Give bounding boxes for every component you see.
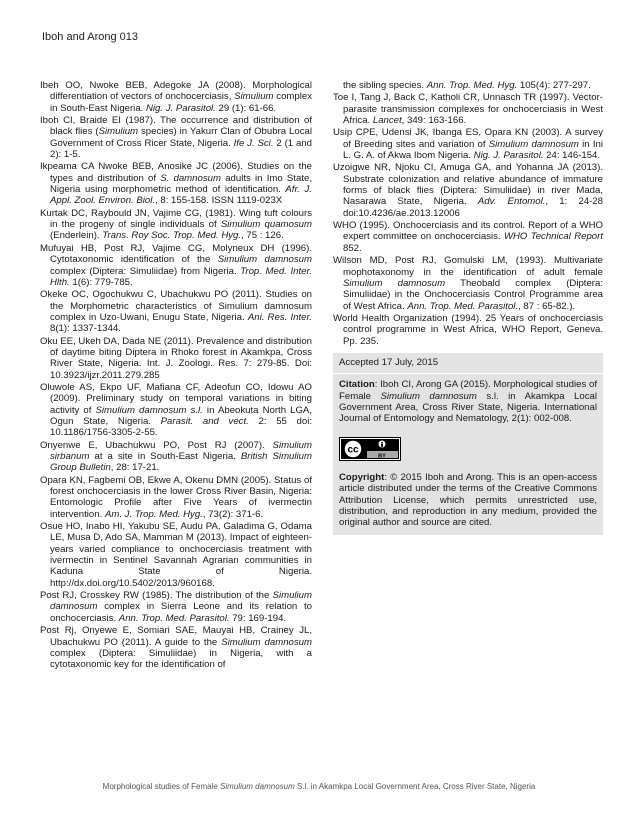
reference-entry xyxy=(40,382,312,439)
citation-text-post: s.l. in Akamkpa Local Government Area, Cross River State, Nigeria. International Journal of Entomology and Nematology, 2(1): 002-008. xyxy=(339,390,597,425)
reference-entry xyxy=(40,625,312,670)
reference-text: 2 (1 and 2): 1-5. xyxy=(50,137,312,161)
reference-entry xyxy=(333,220,603,254)
reference-text: Wilson MD, Post RJ, Gomulski LM, (1993). Multivariate mophotaxonomy in the identification of adult female xyxy=(333,255,603,278)
reference-text: 29 (1): 61-66. xyxy=(215,102,277,114)
reference-italic: Afr. J. Appl. Zool. Environ. Biol. xyxy=(50,184,312,207)
reference-entry xyxy=(40,590,312,624)
reference-text: Oku EE, Ukeh DA, Dada NE (2011). Prevalence and distribution of daytime biting Diptera in Rhoko forest in Akamkpa, Cross River State, Nigeria. Int. J. Zoologi. Res. 7: 279-85. Doi: 10.3923/ijzr.2011.279.285 xyxy=(40,335,312,381)
reference-entry xyxy=(40,80,312,114)
reference-text: complex (Diptera: Simuliidae) in Nigeria, with a cytotaxonomic key for the identification of xyxy=(50,647,312,671)
reference-text: Onyenwe E, Ubachukwu PO, Post RJ (2007). xyxy=(40,439,273,451)
reference-text: 1(6): 779-785. xyxy=(69,276,133,288)
reference-text: 79: 169-194. xyxy=(229,612,287,624)
reference-entry xyxy=(40,289,312,334)
reference-text: in Abeokuta North LGA, Ogun State, Nigeria. xyxy=(50,404,312,427)
reference-text: Mufuyai HB, Post RJ, Vajime CG, Molyneux DH (1996). Cytotaxonomic identification of the xyxy=(40,242,312,266)
citation-species: Simulium damnosum xyxy=(380,390,477,402)
citation-block xyxy=(339,379,597,424)
by-logo-text: BY xyxy=(378,452,386,459)
reference-text: Post Rj, Onyewe E, Somiari SAE, Mauyai HB, Crainey JL, Ubachukwu PO (2011). A guide to the xyxy=(40,625,312,648)
reference-text: , 349: 163-166. xyxy=(401,115,467,127)
reference-text: at a site in South-East Nigeria. xyxy=(89,451,241,462)
reference-text: Oluwole AS, Ekpo UF, Mafiana CF, Adeofun CO, Idowu AO (2009). Preliminary study on temporal variations in biting activity of xyxy=(40,381,312,416)
reference-text: the sibling species. xyxy=(343,80,427,91)
reference-italic: Am. J. Trop. Med. Hyg. xyxy=(104,508,203,520)
reference-text: Ikpeama CA Nwoke BEB, Anosike JC (2006). Studies on the types and distribution of xyxy=(40,161,312,184)
reference-italic: Adv. Entomol. xyxy=(477,196,546,208)
reference-italic: Ann. Trop. Med. Parasitol. xyxy=(118,612,230,624)
reference-text: Uzoigwe NR, Njoku CI, Amuga GA, and Yohanna JA (2013). Substrate colonization and relative abundance of immature forms of black flies (Diptera: Simuliidae) in river Mada, Nasarawa State, Nigeria. xyxy=(333,162,603,208)
reference-text: Usip CPE, Udensi JK, Ibanga ES, Opara KN (2003). A survey of Breeding sites and variation of xyxy=(333,127,603,150)
footer-species: Simulium damnosum xyxy=(220,782,295,791)
reference-italic: WHO Technical Report xyxy=(503,231,603,243)
reference-italic: Nig. J. Parasitol. xyxy=(473,150,544,162)
reference-text: 24: 146-154. xyxy=(543,150,601,162)
reference-entry xyxy=(40,440,312,474)
running-header: Iboh and Arong 013 xyxy=(42,31,139,43)
reference-text: 852. xyxy=(343,242,362,254)
reference-text: species) in Yakurr Clan of Obubra Local Government of Cross Ricer State, Nigeria. xyxy=(50,126,312,149)
article-info-box xyxy=(333,353,603,535)
copyright-block xyxy=(339,472,597,529)
cc-logo-text: cc xyxy=(347,444,359,456)
reference-italic: Ann. Trop. Med. Hyg. xyxy=(426,80,518,91)
right-column xyxy=(333,80,603,535)
reference-italic: Trop. Med. Inter. Hlth. xyxy=(50,265,312,288)
reference-text: 105(4): 277-297. xyxy=(517,80,591,91)
reference-italic: Simulium damnosum s.l. xyxy=(95,404,203,416)
reference-text: WHO (1995). Onchocerciasis and its control. Report of a WHO expert committee on onchocerciasis. xyxy=(333,220,603,243)
left-column xyxy=(40,80,312,672)
reference-text: 8(1): 1337-1344. xyxy=(50,323,121,335)
reference-entry xyxy=(40,115,312,160)
reference-entry xyxy=(333,255,603,312)
reference-text: Kurtak DC, Raybould JN, Vajime CG, (1981). Wing tuft colours in the progeny of single individuals of xyxy=(40,207,312,231)
reference-text: World Health Organization (1994). 25 Years of onchocerciasis control programme in West Africa, WHO Report, Geneva. Pp. 235. xyxy=(333,312,603,347)
reference-italic: Ann. Trop. Med. Parasitol. xyxy=(407,300,519,312)
reference-text: , 73(2): 371-6. xyxy=(202,508,264,520)
reference-entry xyxy=(40,336,312,381)
reference-italic: Ani. Res. Inter. xyxy=(247,311,312,323)
citation-text-pre: : Iboh CI, Arong GA (2015). Morphological studies of Female xyxy=(339,379,597,402)
reference-italic: Nig. J. Parasitol. xyxy=(145,102,216,114)
copyright-label: Copyright xyxy=(339,471,385,483)
reference-text: Theobald complex (Diptera: Simuliidae) in the Onchocerciasis Control Programme area of West Africa. xyxy=(343,277,603,312)
reference-text: complex in South-East Nigeria. xyxy=(50,91,312,114)
reference-text: Iboh CI, Braide EI (1987). The occurrence and distribution of black flies ( xyxy=(40,115,312,138)
reference-text: complex in Sierra Leone and its relation to onchocerciasis. xyxy=(50,601,312,624)
reference-text: , 87 : 65-82.). xyxy=(518,300,576,312)
reference-italic: Ife J. Sci. xyxy=(233,137,274,149)
reference-entry xyxy=(40,161,312,206)
reference-text: , 1: 24-28 doi:10.4236/ae.2013.12006 xyxy=(343,196,603,219)
reference-italic: Simulium quamosum xyxy=(220,219,312,231)
citation-label: Citation xyxy=(339,379,375,391)
reference-text: , 75 : 126. xyxy=(241,230,284,242)
reference-text: Opara KN, Fagbemi OB, Ekwe A, Okenu DMN (2005). Status of forest onchocerciasis in the lower Cross River Basin, Nigeria: Entomologic Profile after Five Years of ivermectin intervention. xyxy=(40,474,312,520)
reference-entry xyxy=(333,80,603,91)
copyright-text: : © 2015 Iboh and Arong. This is an open-access article distributed under the terms of the Creative Commons Attribution License, which permits unrestricted use, distribution, and reproduction in any medium, provided the original author and source are cited. xyxy=(339,471,597,529)
reference-italic: Simulium damnosum xyxy=(50,590,312,613)
reference-text: Post RJ, Crosskey RW (1985). The distribution of the xyxy=(40,590,273,602)
reference-text: (Enderlein). xyxy=(50,230,103,242)
reference-text: in Ini L. G. A. of Akwa Ibom Nigeria. xyxy=(343,138,603,162)
footer-text-pre: Morphological studies of Female xyxy=(102,782,221,791)
footer-text-post: S.l. in Akamkpa Local Government Area, Cross River State, Nigeria xyxy=(294,782,536,791)
reference-text: , 28: 17-21. xyxy=(110,462,160,474)
reference-text: Osue HO, Inabo HI, Yakubu SE, Audu PA, Galadima G, Odama LE, Musa D, Ado SA, Mamman M (2013). Impact of eighteen-years varied compliance to onchocerciasis treatment with ivermectin in Sentinel Savannah Agrarian communities in Kaduna State of Nigeria. http://dx.doi.org/10.5402/2013/960168. xyxy=(40,521,312,589)
reference-italic: S. damnosum xyxy=(160,172,221,184)
reference-entry xyxy=(40,475,312,520)
reference-italic: Simulium xyxy=(234,91,274,103)
cc-by-license-icon xyxy=(339,437,401,461)
reference-entry xyxy=(40,208,312,242)
reference-text: 2: 55 doi: 10.1186/1756-3305-2-55. xyxy=(50,415,313,439)
info-divider xyxy=(333,373,603,374)
reference-text: Okeke OC, Ogochukwu C, Ubachukwu PO (2011). Studies on the Morphometric characteristics of Simulium damnosum complex in Uzo-Uwani, Enugu State, Nigeria. xyxy=(40,289,312,323)
reference-italic: Simulium damnosum xyxy=(488,138,579,150)
reference-italic: Parasit. and vect. xyxy=(160,415,249,427)
reference-entry xyxy=(40,521,312,589)
reference-text: , 8: 155-158. ISSN 1119-023X xyxy=(155,195,283,207)
reference-italic: Simulium damnosum xyxy=(217,254,312,266)
reference-italic: Lancet xyxy=(372,115,402,127)
reference-text: Toe I, Tang J, Back C, Katholi CR, Unnasch TR (1997). Vector-parasite transmission complexes for onchocerciasis in West Africa. xyxy=(333,92,603,127)
reference-text: Ibeh OO, Nwoke BEB, Adegoke JA (2008). Morphological differentiation of vectors of onchocerciasis, xyxy=(40,80,312,103)
reference-italic: Simulium sirbanum xyxy=(50,439,312,462)
reference-italic: Simulium damnosum xyxy=(343,277,446,289)
reference-list-right xyxy=(333,80,603,347)
reference-italic: British Simulium Group Bulletin xyxy=(50,451,312,474)
page-footer xyxy=(0,782,638,791)
accepted-date: Accepted 17 July, 2015 xyxy=(339,356,439,368)
reference-entry xyxy=(333,92,603,126)
reference-entry xyxy=(333,162,603,219)
reference-entry xyxy=(40,243,312,288)
reference-italic: Trans. Roy Soc. Trop. Med. Hyg. xyxy=(102,230,242,242)
reference-entry xyxy=(333,313,603,347)
reference-italic: Simulium damnosum xyxy=(221,636,313,648)
reference-italic: Simulium xyxy=(98,126,139,138)
reference-text: complex (Diptera: Simuliidae) from Nigeria. xyxy=(50,265,241,277)
reference-entry xyxy=(333,127,603,161)
reference-text: adults in Imo State, Nigeria using morphometric method of identification. xyxy=(50,172,312,196)
